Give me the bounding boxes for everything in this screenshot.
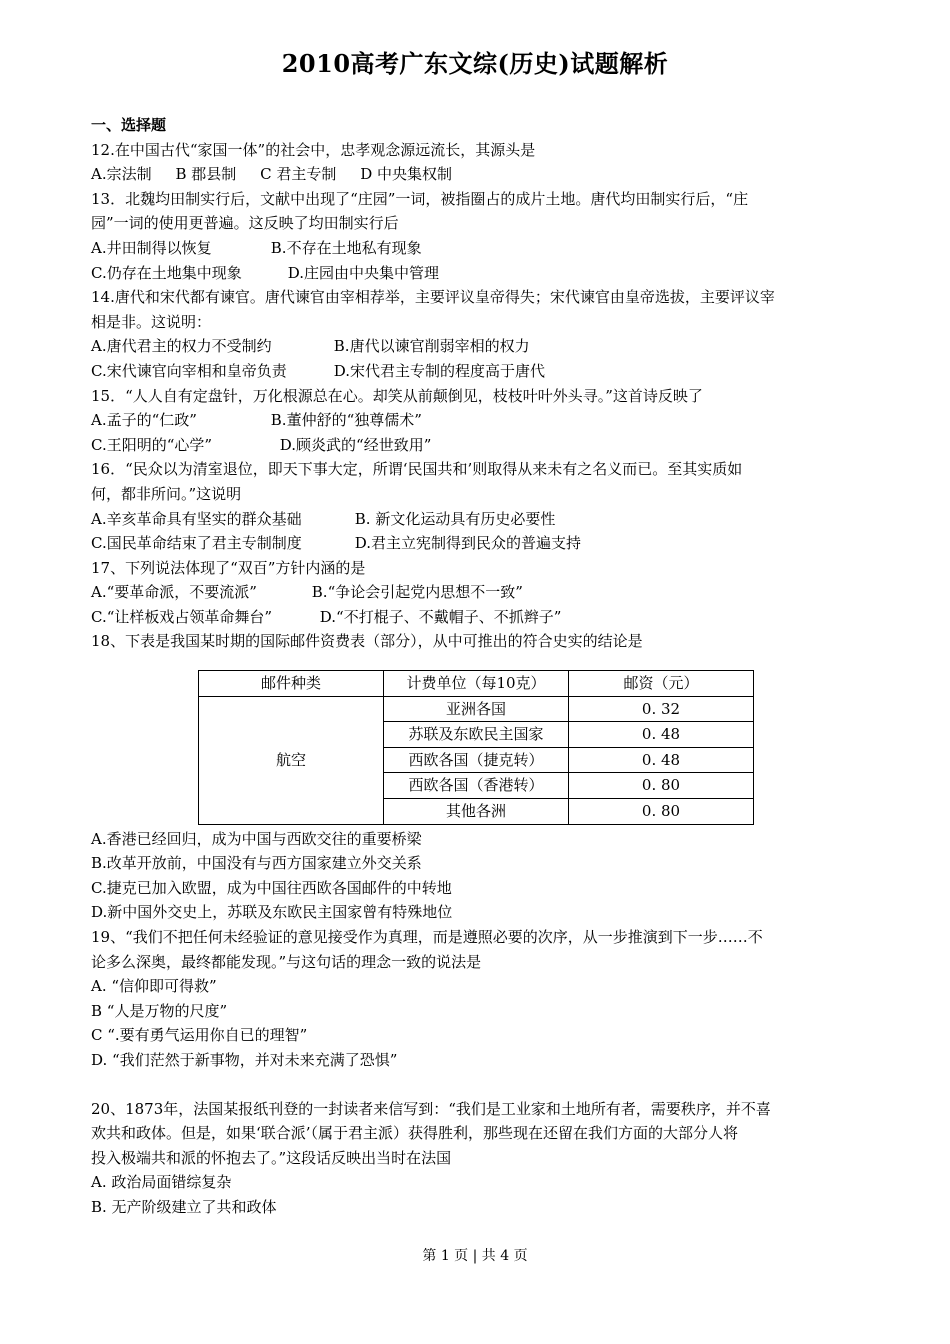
page-footer: 第 1 页 | 共 4 页 xyxy=(422,1248,528,1264)
option-b: B.董仲舒的“独尊儒术” xyxy=(270,411,422,430)
question-18-stem: 18、下表是我国某时期的国际邮件资费表（部分），从中可推出的符合史实的结论是 xyxy=(91,632,643,651)
question-20-stem-cont-2: 投入极端共和派的怀抱去了。”这段话反映出当时在法国 xyxy=(91,1148,452,1167)
table-cell-fee: 0. 32 xyxy=(569,696,754,722)
option-c: C.国民革命结束了君主专制制度 xyxy=(91,534,302,553)
option-b: B.不存在土地私有现象 xyxy=(270,238,422,257)
question-13-stem: 13．北魏均田制实行后，文献中出现了“庄园”一词，被指圈占的成片土地。唐代均田制实行后，“庄 xyxy=(91,189,749,208)
option-b: B 郡县制 xyxy=(175,165,237,184)
question-19-stem: 19、“我们不把任何未经验证的意见接受作为真理，而是遵照必要的次序，从一步推演到下一步……不 xyxy=(91,928,763,946)
option-d: D.君主立宪制得到民众的普遍支持 xyxy=(354,534,582,553)
option-a: A.唐代君主的权力不受制约 xyxy=(91,337,272,356)
table-row xyxy=(199,696,754,722)
question-13-options-ab xyxy=(91,236,861,261)
question-13-stem-cont: 园”一词的使用更普遍。这反映了均田制实行后 xyxy=(91,214,399,233)
question-16-stem: 16．“民众以为清室退位，即天下事大定，所谓‘民国共和’则取得从来未有之名义而已。至其实质如 xyxy=(91,460,743,479)
question-15-stem: 15．“人人自有定盘针，万化根源总在心。却笑从前颠倒见，枝枝叶叶外头寻。”这首诗反映了 xyxy=(91,386,703,405)
table-header-cell: 计费单位（每10克） xyxy=(384,671,569,697)
table-cell-fee: 0. 80 xyxy=(569,799,754,825)
question-17-stem: 17、下列说法体现了“双百”方针内涵的是 xyxy=(91,558,366,577)
question-19-option-b: B “人是万物的尺度” xyxy=(91,1001,228,1020)
table-cell-unit: 西欧各国（捷克转） xyxy=(384,747,569,773)
question-20-option-b: B. 无产阶级建立了共和政体 xyxy=(91,1197,277,1216)
table-cell-fee: 0. 48 xyxy=(569,747,754,773)
option-d: D.宋代君主专制的程度高于唐代 xyxy=(333,361,546,380)
option-d: D.庄园由中央集中管理 xyxy=(287,263,440,282)
option-a: A.辛亥革命具有坚实的群众基础 xyxy=(91,509,302,528)
question-18-option-c: C.捷克已加入欧盟，成为中国往西欧各国邮件的中转地 xyxy=(91,878,452,897)
question-14-stem: 14.唐代和宋代都有谏官。唐代谏官由宰相荐举，主要评议皇帝得失；宋代谏官由皇帝选拔，主要评议宰 xyxy=(91,288,775,307)
question-14-options-ab xyxy=(91,334,861,359)
question-17-options-ab xyxy=(91,580,861,605)
table-header-cell: 邮件种类 xyxy=(199,671,384,697)
question-20-option-a: A. 政治局面错综复杂 xyxy=(91,1173,232,1192)
postage-table xyxy=(198,670,754,825)
question-19-option-d: D. “我们茫然于新事物，并对未来充满了恐惧” xyxy=(91,1050,398,1069)
question-17-options-cd xyxy=(91,605,861,630)
question-15-options-ab xyxy=(91,408,861,433)
question-19-option-c: C “.要有勇气运用你自已的理智” xyxy=(91,1026,308,1045)
question-14-options-cd xyxy=(91,359,861,384)
option-c: C.仍存在土地集中现象 xyxy=(91,263,242,282)
option-a: A.井田制得以恢复 xyxy=(91,238,212,257)
table-cell-unit: 其他各洲 xyxy=(384,799,569,825)
question-12-options xyxy=(91,162,861,187)
question-18-option-a: A.香港已经回归，成为中国与西欧交往的重要桥梁 xyxy=(91,829,422,848)
question-20-stem: 20、1873年，法国某报纸刊登的一封读者来信写到：“我们是工业家和土地所有者，需要秩序，并不喜 xyxy=(91,1099,771,1118)
page-title: 2010高考广东文综(历史)试题解析 xyxy=(281,49,669,78)
option-d: D.顾炎武的“经世致用” xyxy=(279,435,432,454)
question-list xyxy=(91,113,861,1220)
table-cell-fee: 0. 48 xyxy=(569,722,754,748)
option-d: D 中央集权制 xyxy=(360,165,452,184)
question-16-options-cd xyxy=(91,531,861,556)
question-20-stem-cont: 欢共和政体。但是，如果‘联合派’（属于君主派）获得胜利，那些现在还留在我们方面的大部分人将 xyxy=(91,1124,739,1143)
question-18-option-d: D.新中国外交史上，苏联及东欧民主国家曾有特殊地位 xyxy=(91,903,453,922)
question-16-stem-cont: 何，都非所问。”这说明 xyxy=(91,484,242,503)
question-12-stem: 12.在中国古代“家国一体”的社会中，忠孝观念源远流长，其源头是 xyxy=(91,140,536,159)
table-cell-unit: 亚洲各国 xyxy=(384,696,569,722)
question-14-stem-cont: 相是非。这说明： xyxy=(91,312,212,331)
option-c: C.“让样板戏占领革命舞台” xyxy=(91,607,273,626)
option-a: A.孟子的“仁政” xyxy=(91,411,197,430)
question-16-options-ab xyxy=(91,507,861,532)
option-a: A.“要革命派，不要流派” xyxy=(91,583,257,602)
table-header-row xyxy=(199,671,754,697)
option-d: D.“不打棍子、不戴帽子、不抓辫子” xyxy=(319,607,562,626)
option-c: C 君主专制 xyxy=(260,165,337,184)
table-cell-unit: 苏联及东欧民主国家 xyxy=(384,722,569,748)
option-c: C.王阳明的“心学” xyxy=(91,435,213,454)
section-heading: 一、选择题 xyxy=(91,116,167,134)
option-b: B. 新文化运动具有历史必要性 xyxy=(354,509,556,528)
table-cell-unit: 西欧各国（香港转） xyxy=(384,773,569,799)
option-c: C.宋代谏官向宰相和皇帝负责 xyxy=(91,361,287,380)
table-header-cell: 邮资（元） xyxy=(569,671,754,697)
table-cell-fee: 0. 80 xyxy=(569,773,754,799)
spacer xyxy=(91,1073,861,1097)
question-19-option-a: A. “信仰即可得救” xyxy=(91,977,217,996)
question-19-stem-cont: 论多么深奥，最终都能发现。”与这句话的理念一致的说法是 xyxy=(91,952,482,971)
question-18-option-b: B.改革开放前，中国没有与西方国家建立外交关系 xyxy=(91,854,422,873)
option-a: A.宗法制 xyxy=(91,165,152,184)
option-b: B.“争论会引起党内思想不一致” xyxy=(311,583,523,602)
mail-category-cell: 航空 xyxy=(199,696,384,824)
question-13-options-cd xyxy=(91,261,861,286)
option-b: B.唐代以谏官削弱宰相的权力 xyxy=(333,337,530,356)
question-15-options-cd xyxy=(91,433,861,458)
